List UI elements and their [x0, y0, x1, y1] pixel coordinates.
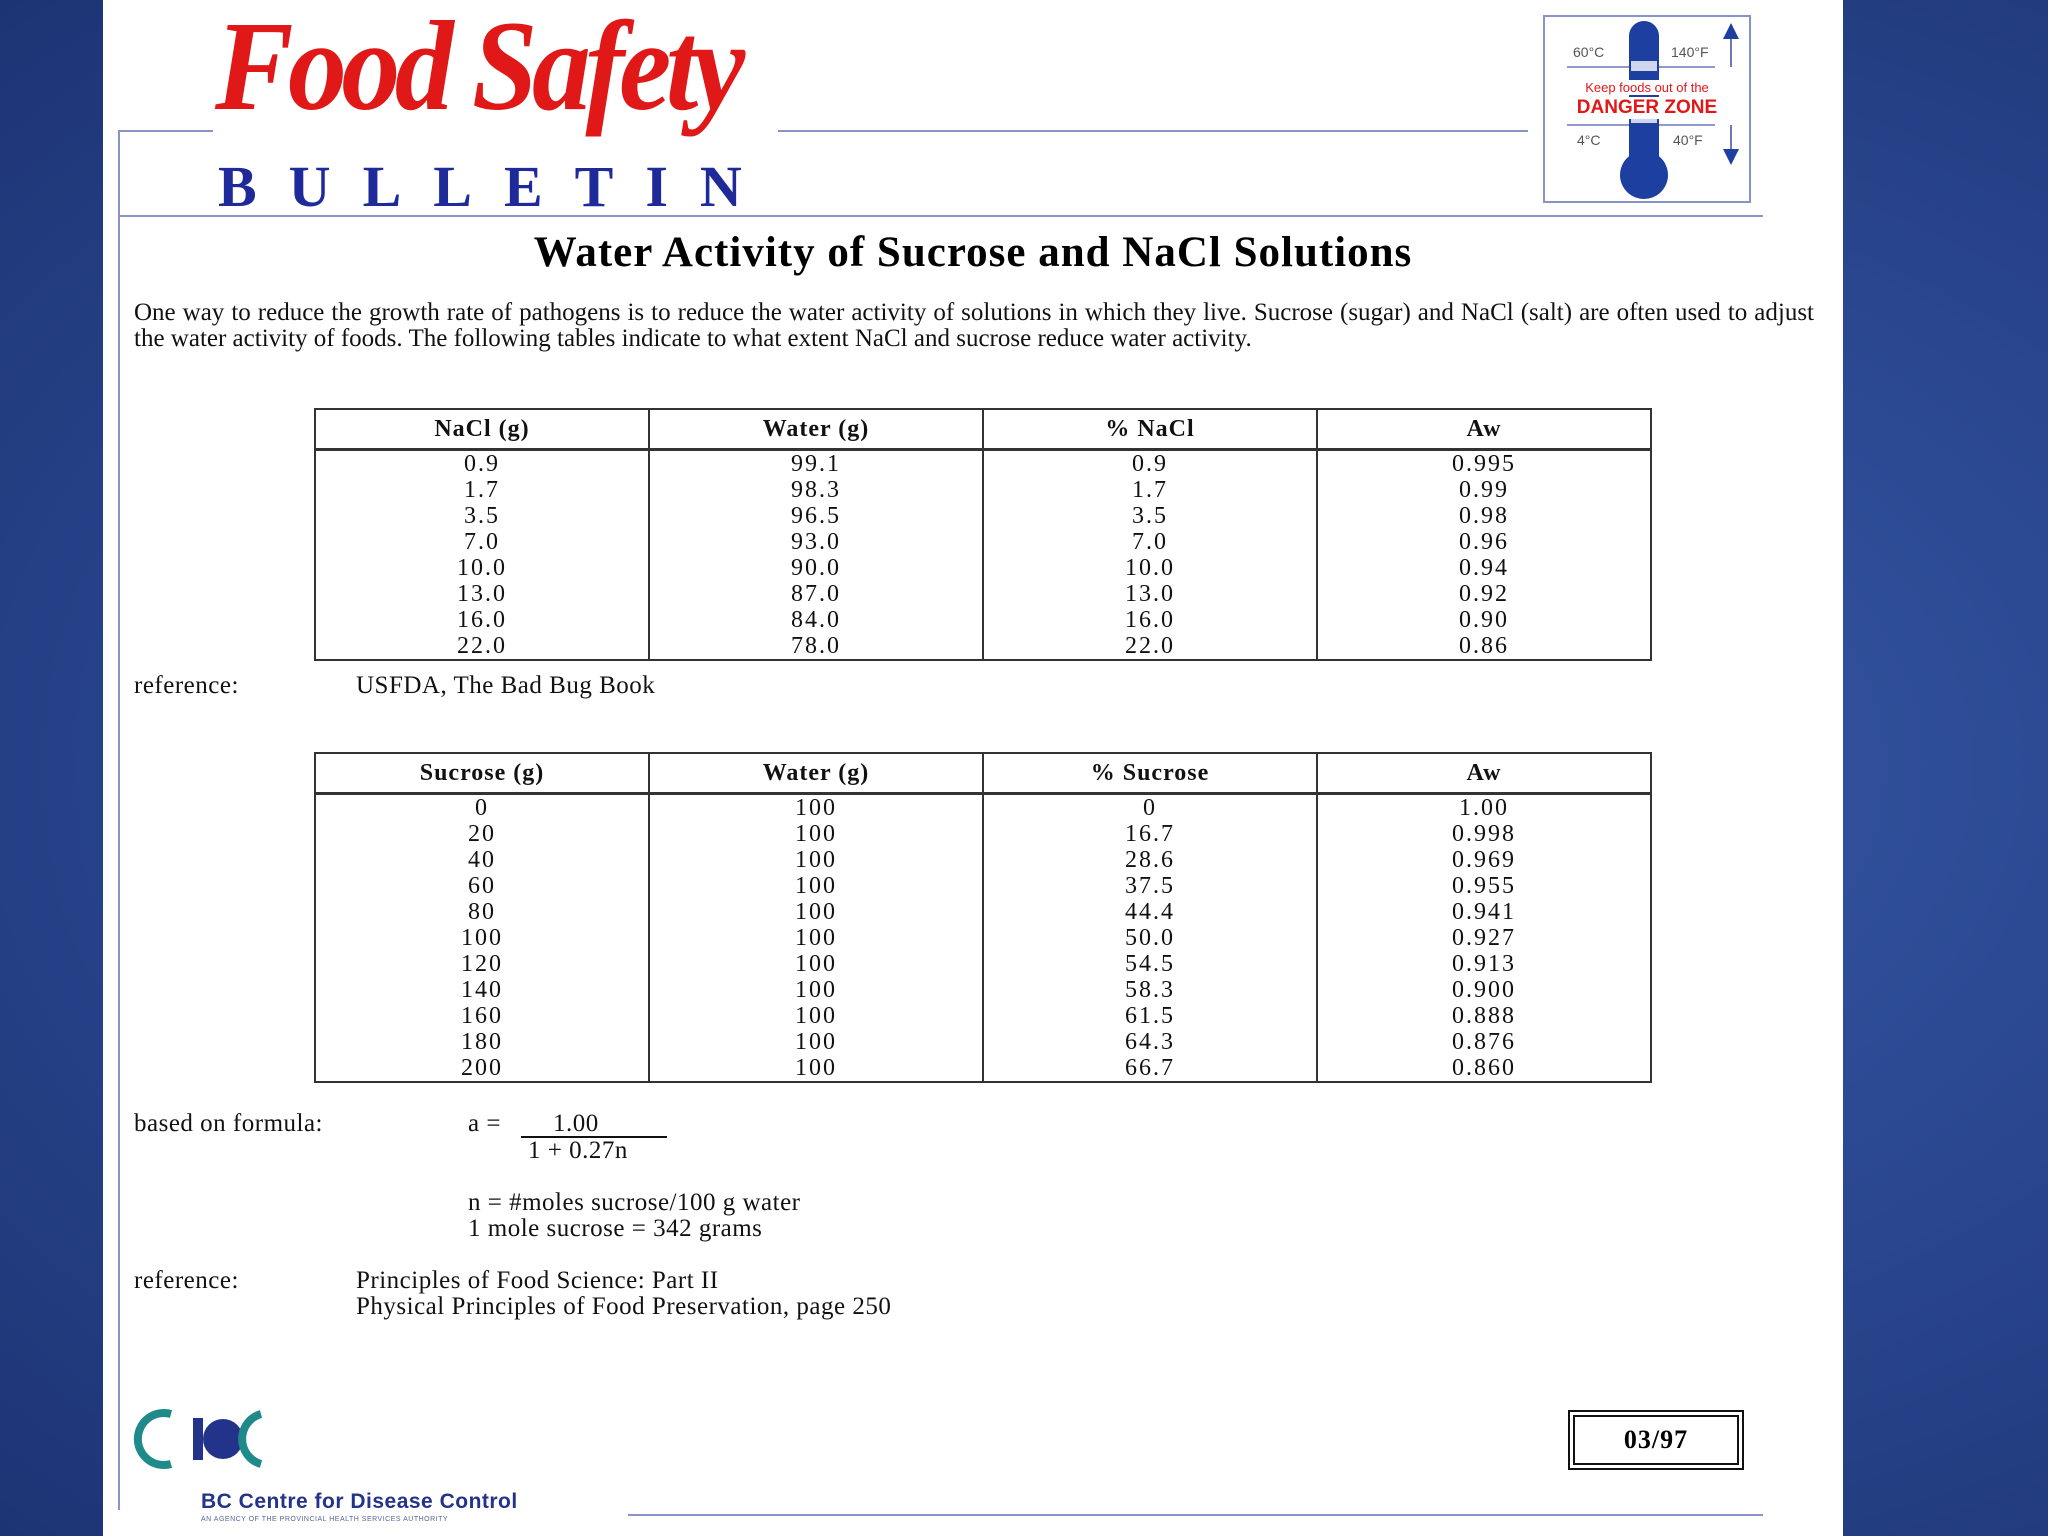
danger-zone-badge	[1543, 15, 1751, 203]
table-cell: 0.995	[1317, 450, 1651, 478]
table-cell: 0	[983, 794, 1317, 822]
sucrose-reference-line2: Physical Principles of Food Preservation, page 250	[356, 1293, 892, 1320]
table-cell: 80	[468, 899, 496, 925]
table-cell: 3.5	[983, 503, 1317, 529]
table-row	[315, 925, 1651, 951]
table-cell: 40	[468, 847, 496, 873]
intro-paragraph: One way to reduce the growth rate of pathogens is to reduce the water activity of solutions in which they live. Sucrose (sugar) and NaCl (salt) are often used to adjust the water activity of foods. The following tables indicate to what extent NaCl and sucrose reduce water activity.	[134, 299, 1814, 352]
table-cell: 44.4	[983, 899, 1317, 925]
table-header-row	[315, 753, 1651, 794]
table-cell: 84.0	[649, 607, 983, 633]
table-row	[315, 951, 1651, 977]
table-row	[315, 633, 1651, 660]
table-cell: 0.99	[1317, 477, 1651, 503]
table-cell: 58.3	[983, 977, 1317, 1003]
column-header: % Sucrose	[983, 753, 1317, 794]
table-cell: 0.888	[1317, 1003, 1651, 1029]
column-header: Water (g)	[649, 753, 983, 794]
danger-cold-f: 40°F	[1673, 132, 1703, 148]
table-cell: 0.94	[1317, 555, 1651, 581]
table-cell: 10.0	[457, 555, 507, 581]
column-header: Water (g)	[649, 409, 983, 450]
formula-label: based on formula:	[134, 1110, 324, 1137]
sucrose-table	[314, 752, 1652, 1083]
table-cell: 60	[468, 873, 496, 899]
table-cell: 37.5	[983, 873, 1317, 899]
table-cell: 100	[461, 925, 503, 951]
table-cell: 0.998	[1317, 821, 1651, 847]
table-cell: 1.7	[983, 477, 1317, 503]
danger-zone-text: DANGER ZONE	[1551, 97, 1743, 119]
formula-note-moles: n = #moles sucrose/100 g water	[468, 1189, 801, 1216]
table-cell: 120	[461, 951, 503, 977]
table-cell: 200	[461, 1055, 503, 1081]
table-cell: 0.9	[464, 451, 500, 477]
date-code-box: 03/97	[1573, 1415, 1739, 1465]
table-cell: 87.0	[649, 581, 983, 607]
table-cell: 100	[649, 1055, 983, 1082]
document-title: Water Activity of Sucrose and NaCl Solutions	[533, 229, 1413, 276]
table-cell: 13.0	[983, 581, 1317, 607]
header-rule-top	[118, 130, 213, 132]
food-safety-logo: Food Safety	[215, 0, 740, 137]
table-cell: 78.0	[649, 633, 983, 660]
table-cell: 100	[649, 794, 983, 822]
table-cell: 0.96	[1317, 529, 1651, 555]
table-cell: 100	[649, 951, 983, 977]
header-rule-top-right	[778, 130, 1528, 132]
footer-rule	[628, 1514, 1763, 1516]
table-cell: 100	[649, 821, 983, 847]
table-cell: 0.941	[1317, 899, 1651, 925]
danger-hot-c: 60°C	[1573, 44, 1605, 60]
column-header: Sucrose (g)	[315, 753, 649, 794]
table-cell: 16.7	[983, 821, 1317, 847]
table-cell: 0	[475, 795, 489, 821]
table-row	[315, 873, 1651, 899]
table-row	[315, 821, 1651, 847]
column-header: Aw	[1317, 409, 1651, 450]
table-cell: 13.0	[457, 581, 507, 607]
table-cell: 99.1	[649, 450, 983, 478]
organization-subtitle: AN AGENCY OF THE PROVINCIAL HEALTH SERVICES AUTHORITY	[201, 1516, 449, 1523]
table-header-row	[315, 409, 1651, 450]
table-cell: 50.0	[983, 925, 1317, 951]
table-cell: 90.0	[649, 555, 983, 581]
table-cell: 0.900	[1317, 977, 1651, 1003]
table-row	[315, 503, 1651, 529]
formula-note-mass: 1 mole sucrose = 342 grams	[468, 1215, 763, 1242]
page-left-rule	[118, 130, 120, 1510]
sucrose-reference-label: reference:	[134, 1267, 239, 1294]
nacl-reference-label: reference:	[134, 672, 239, 699]
table-cell: 100	[649, 1003, 983, 1029]
table-cell: 0.876	[1317, 1029, 1651, 1055]
table-cell: 100	[649, 1029, 983, 1055]
table-row	[315, 1003, 1651, 1029]
table-row	[315, 847, 1651, 873]
table-cell: 0.90	[1317, 607, 1651, 633]
table-cell: 61.5	[983, 1003, 1317, 1029]
table-cell: 93.0	[649, 529, 983, 555]
table-cell: 0.9	[983, 450, 1317, 478]
table-cell: 16.0	[457, 607, 507, 633]
table-cell: 160	[461, 1003, 503, 1029]
table-row	[315, 450, 1651, 478]
table-cell: 1.7	[464, 477, 500, 503]
table-cell: 100	[649, 899, 983, 925]
table-cell: 0.860	[1317, 1055, 1651, 1082]
table-row	[315, 529, 1651, 555]
column-header: Aw	[1317, 753, 1651, 794]
table-cell: 28.6	[983, 847, 1317, 873]
table-cell: 96.5	[649, 503, 983, 529]
table-cell: 7.0	[464, 529, 500, 555]
column-header: NaCl (g)	[315, 409, 649, 450]
table-row	[315, 1055, 1651, 1082]
table-cell: 100	[649, 925, 983, 951]
formula-lhs: a =	[468, 1110, 501, 1137]
danger-hot-f: 140°F	[1671, 44, 1709, 60]
table-cell: 180	[461, 1029, 503, 1055]
table-cell: 22.0	[983, 633, 1317, 660]
table-cell: 0.86	[1317, 633, 1651, 660]
table-cell: 100	[649, 847, 983, 873]
table-cell: 16.0	[983, 607, 1317, 633]
table-row	[315, 1029, 1651, 1055]
table-cell: 0.969	[1317, 847, 1651, 873]
table-cell: 10.0	[983, 555, 1317, 581]
table-cell: 100	[649, 873, 983, 899]
table-row	[315, 794, 1651, 822]
table-cell: 64.3	[983, 1029, 1317, 1055]
bulletin-wordmark: BULLETIN	[218, 154, 774, 219]
table-row	[315, 581, 1651, 607]
danger-keep-text: Keep foods out of the	[1551, 80, 1743, 95]
table-cell: 66.7	[983, 1055, 1317, 1082]
table-cell: 0.913	[1317, 951, 1651, 977]
organization-name: BC Centre for Disease Control	[201, 1490, 518, 1513]
table-cell: 3.5	[464, 503, 500, 529]
sucrose-reference-line1: Principles of Food Science: Part II	[356, 1267, 719, 1294]
table-cell: 7.0	[983, 529, 1317, 555]
table-row	[315, 607, 1651, 633]
table-cell: 20	[468, 821, 496, 847]
table-cell: 140	[461, 977, 503, 1003]
column-header: % NaCl	[983, 409, 1317, 450]
table-cell: 1.00	[1317, 794, 1651, 822]
table-cell: 0.955	[1317, 873, 1651, 899]
nacl-reference-text: USFDA, The Bad Bug Book	[356, 672, 656, 699]
table-cell: 22.0	[457, 633, 507, 659]
formula-numerator: 1.00	[553, 1110, 599, 1137]
bulletin-page	[103, 0, 1843, 1536]
danger-cold-c: 4°C	[1577, 132, 1601, 148]
table-row	[315, 899, 1651, 925]
table-row	[315, 555, 1651, 581]
table-cell: 0.927	[1317, 925, 1651, 951]
table-cell: 0.92	[1317, 581, 1651, 607]
table-row	[315, 977, 1651, 1003]
table-cell: 54.5	[983, 951, 1317, 977]
nacl-table	[314, 408, 1652, 661]
table-row	[315, 477, 1651, 503]
formula-denominator: 1 + 0.27n	[528, 1137, 628, 1164]
table-cell: 0.98	[1317, 503, 1651, 529]
table-cell: 98.3	[649, 477, 983, 503]
table-cell: 100	[649, 977, 983, 1003]
bccdc-logo-icon	[131, 1408, 271, 1470]
